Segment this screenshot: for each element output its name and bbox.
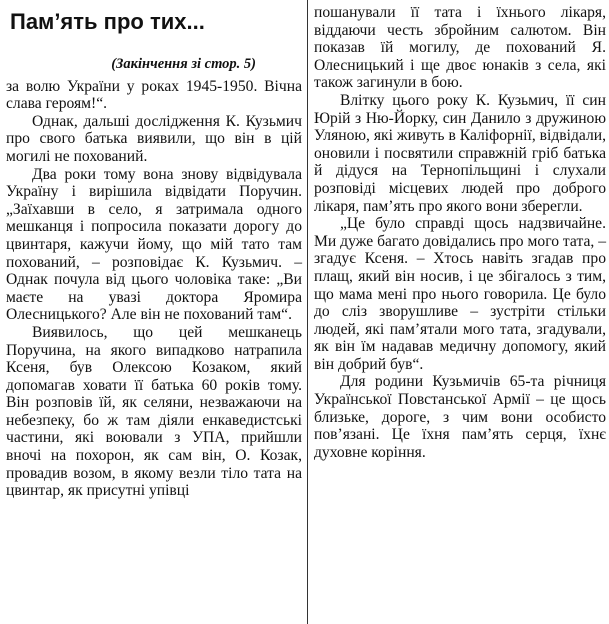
- paragraph: „Це було справді щось надзвичайне. Ми дуже багато довідались про мого тата, – згадує Ксеня. – Хтось навіть згадав про плащ, який він носив, і це збігалось з тим, що мама мені про нього говорила. Це було до сліз зворушливе – зустріти стільки людей, які пам’ятали мого тата, згадували, як він їм надавав медичну допомогу, який він добрий був“.: [314, 215, 606, 373]
- paragraph: Влітку цього року К. Кузьмич, її син Юрій з Ню-Йорку, син Данило з дружиною Уляною, які живуть в Каліфорнії, відвідали, оновили і посвятили справжній гріб батька й дідуся на Тернопільщині і слухали розповіді місцевих людей про доброго лікаря, пам’ять про якого вони зберегли.: [314, 91, 606, 215]
- paragraph: пошанували її тата і їхнього лікаря, віддаючи честь збройним салютом. Він показав їй могилу, де похований Я. Олесницький і ще двоє юнаків з села, які також загинули в бою.: [314, 4, 606, 92]
- paragraph: за волю України у роках 1945-1950. Вічна слава героям!“.: [6, 77, 302, 113]
- article-title: Пам’ять про тих...: [10, 9, 205, 34]
- left-column: [6, 0, 302, 500]
- right-column: [314, 4, 606, 461]
- paragraph: Для родини Кузьмичів 65-та річниця Української Повстанської Армії – це щось близьке, дороге, з чим вони особисто пов’язані. Це їхня пам’ять серця, їхнє духовне коріння.: [314, 373, 606, 461]
- column-divider: [307, 0, 308, 624]
- paragraph: Виявилось, що цей мешканець Поручина, на якого випадково натрапила Ксеня, був Олексою Козаком, який допомагав ховати її батька 60 років тому. Він розповів їй, як селяни, незважаючи на небезпеку, бо ж там діяли енкаведистські частини, які воювали з УПА, прийшли вночі на похорон, як сам він, О. Козак, провадив возом, в якому везли тіло тата на цвинтар, як присутні упівці: [6, 323, 302, 500]
- paragraph: Два роки тому вона знову відвідувала Україну і вирішила відвідати Поручин. „Заїхавши в село, я затримала одного мешканця і попросила показати дорогу до цвинтаря, кажучи йому, що мій тато там похований, – розповідає К. Кузьмич. – Однак почула від цього чоловіка таке: „Ви маєте на увазі доктора Яромира Олесницького? Але він не похований там“.: [6, 165, 302, 324]
- paragraph: Однак, дальші дослідження К. Кузьмич про свого батька виявили, що він в цій могилі не похований.: [6, 112, 302, 165]
- continuation-note: (Закінчення зі стор. 5): [111, 56, 256, 72]
